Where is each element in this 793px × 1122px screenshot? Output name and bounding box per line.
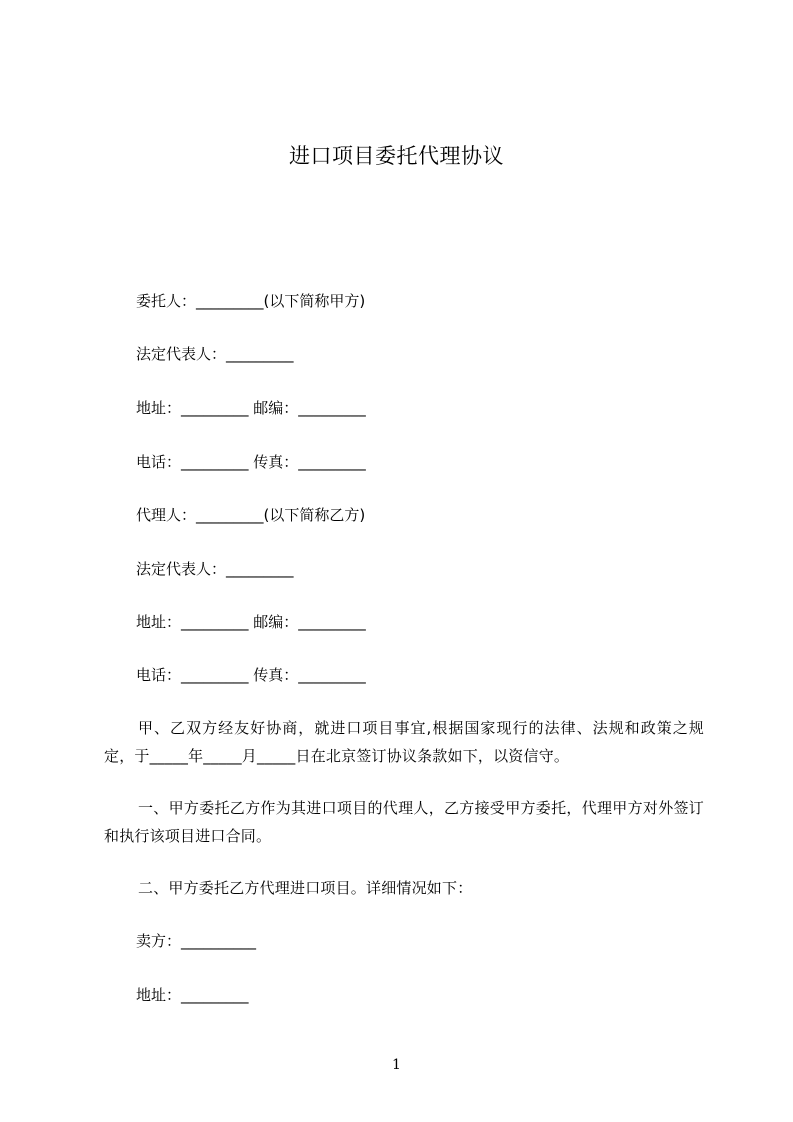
clause-two-paragraph: 二、甲方委托乙方代理进口项目。详细情况如下： bbox=[138, 879, 473, 897]
seller-field: 卖方：__________ bbox=[136, 932, 257, 950]
client-legal-representative-field: 法定代表人：_________ bbox=[136, 345, 294, 363]
agreement-intro-paragraph: 甲、乙双方经友好协商，就进口项目事宜,根据国家现行的法律、法规和政策之规定，于_____年_____月_____日在北京签订协议条款如下，以资信守。 bbox=[104, 719, 704, 765]
seller-address-field: 地址：_________ bbox=[136, 986, 249, 1004]
client-field: 委托人：_________(以下简称甲方) bbox=[136, 292, 366, 310]
page-number: 1 bbox=[392, 1057, 401, 1073]
agent-field: 代理人：_________(以下简称乙方) bbox=[136, 506, 366, 524]
clause-one-paragraph: 一、甲方委托乙方作为其进口项目的代理人，乙方接受甲方委托，代理甲方对外签订和执行该项目进口合同。 bbox=[104, 799, 704, 845]
client-address-postcode-field: 地址：_________ 邮编：_________ bbox=[136, 399, 366, 417]
client-phone-fax-field: 电话：_________ 传真：_________ bbox=[136, 453, 366, 471]
agent-legal-representative-field: 法定代表人：_________ bbox=[136, 560, 294, 578]
agent-phone-fax-field: 电话：_________ 传真：_________ bbox=[136, 666, 366, 684]
agent-address-postcode-field: 地址：_________ 邮编：_________ bbox=[136, 613, 366, 631]
document-title: 进口项目委托代理协议 bbox=[289, 144, 504, 168]
